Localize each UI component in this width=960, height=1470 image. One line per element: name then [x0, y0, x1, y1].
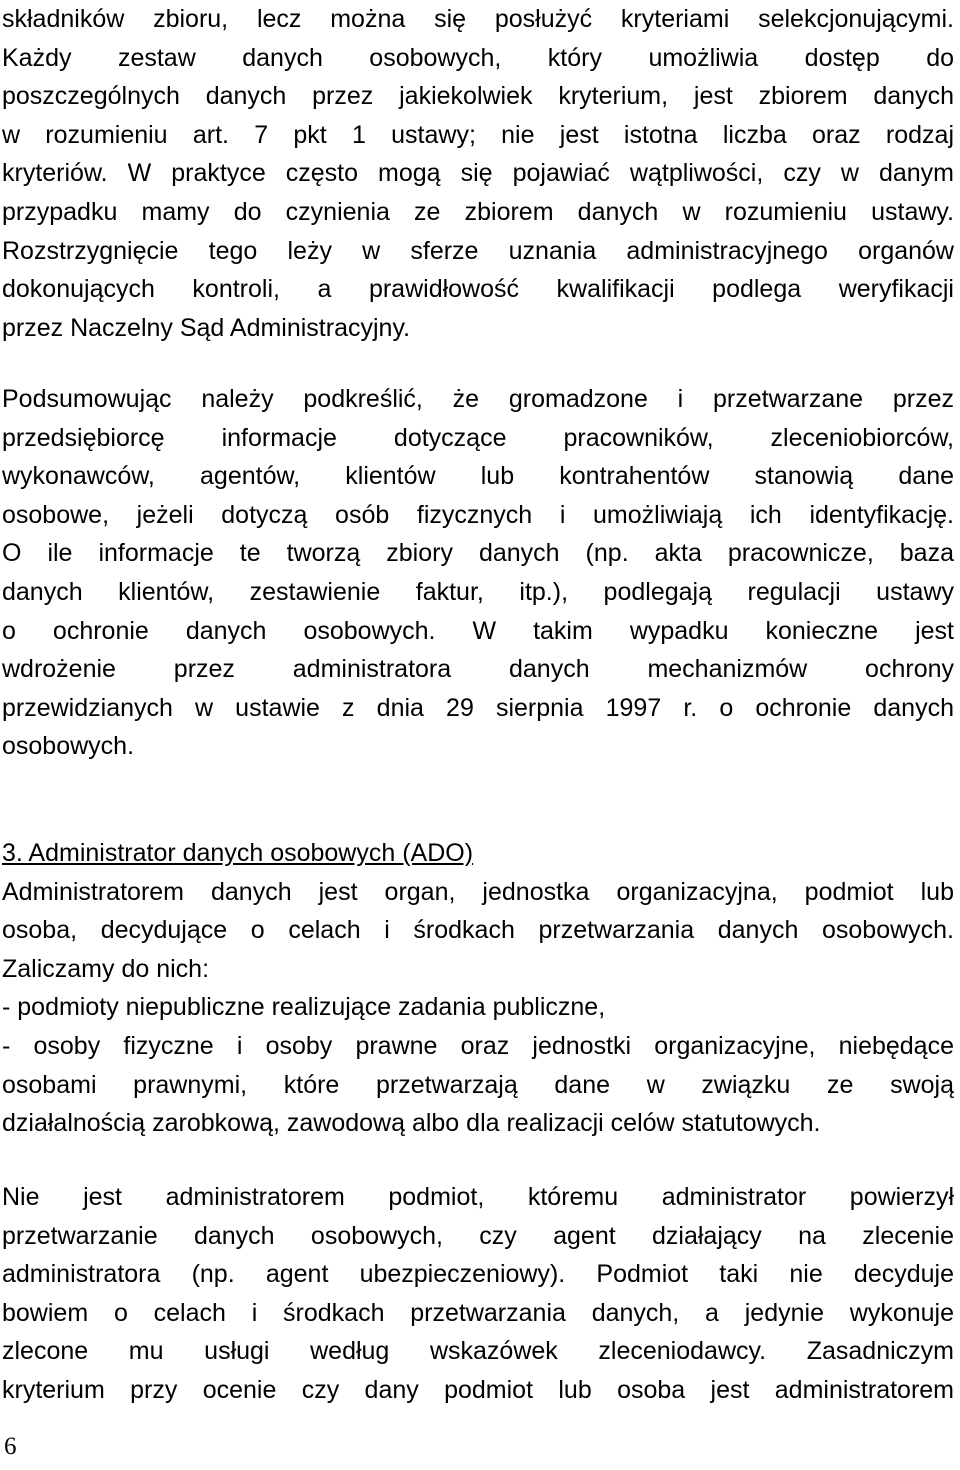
text-line: administratora (np. agent ubezpieczeniowy). Podmiot taki nie decyduje	[2, 1260, 954, 1289]
text-line: przez Naczelny Sąd Administracyjny.	[2, 313, 411, 342]
text-line: Nie jest administratorem podmiot, któremu administrator powierzył	[2, 1183, 954, 1211]
text-line: przypadku mamy do czynienia ze zbiorem danych w rozumieniu ustawy.	[2, 197, 954, 226]
text-line: Każdy zestaw danych osobowych, który umożliwia dostęp do	[2, 43, 954, 72]
page-number: 6	[4, 1433, 17, 1460]
text-line: wykonawców, agentów, klientów lub kontrahentów stanowią dane	[2, 462, 954, 491]
text-line: osoba, decydujące o celach i środkach przetwarzania danych osobowych.	[2, 916, 954, 945]
text-line: osobowe, jeżeli dotyczą osób fizycznych i umożliwiają ich identyfikację.	[2, 500, 954, 529]
text-line: przedsiębiorcę informacje dotyczące pracowników, zleceniobiorców,	[2, 423, 954, 452]
text-line: przewidzianych w ustawie z dnia 29 sierpnia 1997 r. o ochronie danych	[2, 693, 954, 722]
text-line: działalnością zarobkową, zawodową albo dla realizacji celów statutowych.	[2, 1109, 821, 1138]
paragraph-podsumowanie	[2, 380, 954, 766]
text-line: Rozstrzygnięcie tego leży w sferze uznania administracyjnego organów	[2, 236, 954, 265]
section-heading-text: 3. Administrator danych osobowych (ADO)	[2, 839, 474, 867]
text-line: w rozumieniu art. 7 pkt 1 ustawy; nie jest istotna liczba oraz rodzaj	[2, 120, 954, 149]
text-line: O ile informacje te tworzą zbiory danych (np. akta pracownicze, baza	[2, 539, 954, 568]
text-line: kryteriów. W praktyce często mogą się pojawiać wątpliwości, czy w danym	[2, 159, 954, 188]
text-line: przetwarzanie danych osobowych, czy agent działający na zlecenie	[2, 1221, 954, 1250]
section-administrator	[2, 834, 954, 1143]
section-heading	[2, 834, 954, 873]
text-line: Podsumowując należy podkreślić, że gromadzone i przetwarzane przez	[2, 385, 954, 413]
paragraph-zbior-danych	[2, 0, 954, 347]
paragraph-nie-administrator	[2, 1178, 954, 1410]
text-line: bowiem o celach i środkach przetwarzania danych, a jedynie wykonuje	[2, 1298, 954, 1327]
text-line: danych klientów, zestawienie faktur, itp.), podlegają regulacji ustawy	[2, 577, 954, 606]
text-line: Administratorem danych jest organ, jednostka organizacyjna, podmiot lub	[2, 877, 954, 906]
text-line: Zaliczamy do nich:	[2, 954, 210, 983]
text-line: kryterium przy ocenie czy dany podmiot lub osoba jest administratorem	[2, 1375, 954, 1404]
text-line: poszczególnych danych przez jakiekolwiek kryterium, jest zbiorem danych	[2, 82, 954, 111]
list-item: - podmioty niepubliczne realizujące zadania publiczne,	[2, 993, 606, 1022]
text-line: składników zbioru, lecz można się posłużyć kryteriami selekcjonującymi.	[2, 5, 954, 33]
text-line: zlecone mu usługi według wskazówek zleceniodawcy. Zasadniczym	[2, 1337, 954, 1366]
text-line: osobowych.	[2, 732, 135, 761]
text-line: osobami prawnymi, które przetwarzają dane w związku ze swoją	[2, 1070, 954, 1099]
text-line: o ochronie danych osobowych. W takim wypadku konieczne jest	[2, 616, 954, 645]
list-item: - osoby fizyczne i osoby prawne oraz jednostki organizacyjne, niebędące	[2, 1031, 954, 1060]
text-line: dokonujących kontroli, a prawidłowość kwalifikacji podlega weryfikacji	[2, 275, 954, 304]
text-line: wdrożenie przez administratora danych mechanizmów ochrony	[2, 655, 954, 684]
